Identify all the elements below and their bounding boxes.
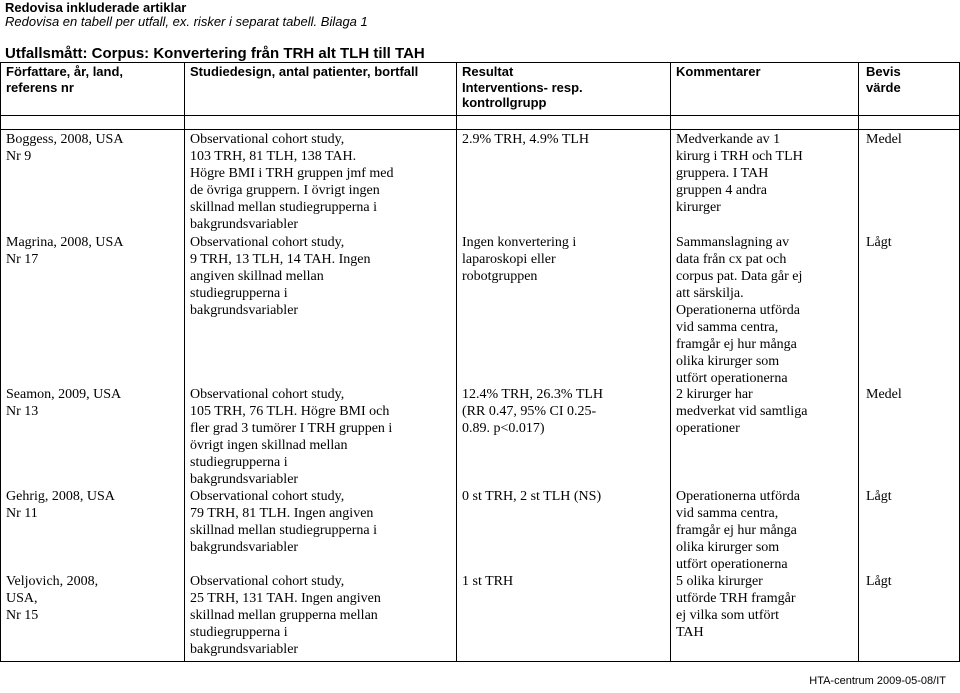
row-author: Veljovich, 2008, USA, Nr 15 xyxy=(6,574,99,623)
column-header-design: Studiedesign, antal patienter, bortfall xyxy=(190,64,419,79)
table-title: Utfallsmått: Corpus: Konvertering från TRH alt TLH till TAH xyxy=(5,45,425,62)
row-comment: Sammanslagning av data från cx pat och corpus pat. Data går ej att särskilja. Operationerna utförda vid samma centra, framgår ej hur många olika kirurger som utfört operationerna xyxy=(676,235,803,386)
row-author: Boggess, 2008, USA Nr 9 xyxy=(6,132,124,164)
column-header-result: Resultat Interventions- resp. kontrollgrupp xyxy=(462,64,583,110)
row-result: 0 st TRH, 2 st TLH (NS) xyxy=(462,489,602,504)
row-evidence: Lågt xyxy=(866,489,892,504)
row-comment: 2 kirurger har medverkat vid samtliga operationer xyxy=(676,387,808,436)
row-author: Seamon, 2009, USA Nr 13 xyxy=(6,387,122,419)
row-design: Observational cohort study, 103 TRH, 81 TLH, 138 TAH. Högre BMI i TRH gruppen jmf med de övriga gruppern. I övrigt ingen skillnad mellan studiegrupperna i bakgrundsvariabler xyxy=(190,132,394,232)
row-evidence: Lågt xyxy=(866,574,892,589)
column-header-evidence: Bevis värde xyxy=(866,64,901,95)
page-subtitle: Redovisa en tabell per utfall, ex. risker i separat tabell. Bilaga 1 xyxy=(5,14,368,29)
row-design: Observational cohort study, 105 TRH, 76 TLH. Högre BMI och fler grad 3 tumörer I TRH gruppen i övrigt ingen skillnad mellan studiegrupperna i bakgrundsvariabler xyxy=(190,387,393,487)
row-comment: Medverkande av 1 kirurg i TRH och TLH gruppera. I TAH gruppen 4 andra kirurger xyxy=(676,132,803,215)
page-title: Redovisa inkluderade artiklar xyxy=(5,0,187,15)
row-result: 2.9% TRH, 4.9% TLH xyxy=(462,132,590,147)
row-comment: 5 olika kirurger utförde TRH framgår ej vilka som utfört TAH xyxy=(676,574,796,640)
row-evidence: Medel xyxy=(866,132,902,147)
row-author: Gehrig, 2008, USA Nr 11 xyxy=(6,489,115,521)
row-evidence: Lågt xyxy=(866,235,892,250)
row-evidence: Medel xyxy=(866,387,902,402)
row-result: Ingen konvertering i laparoskopi eller robotgruppen xyxy=(462,235,577,284)
row-result: 12.4% TRH, 26.3% TLH (RR 0.47, 95% CI 0.25- 0.89. p<0.017) xyxy=(462,387,604,436)
footer-text: HTA-centrum 2009-05-08/IT xyxy=(809,675,946,687)
row-design: Observational cohort study, 9 TRH, 13 TLH, 14 TAH. Ingen angiven skillnad mellan studiegrupperna i bakgrundsvariabler xyxy=(190,235,371,318)
row-comment: Operationerna utförda vid samma centra, framgår ej hur många olika kirurger som utfört operationerna xyxy=(676,489,800,572)
row-design: Observational cohort study, 25 TRH, 131 TAH. Ingen angiven skillnad mellan grupperna mellan studiegrupperna i bakgrundsvariabler xyxy=(190,574,381,657)
column-header-author: Författare, år, land, referens nr xyxy=(6,64,124,95)
row-author: Magrina, 2008, USA Nr 17 xyxy=(6,235,124,267)
column-header-comments: Kommentarer xyxy=(676,64,761,79)
row-design: Observational cohort study, 79 TRH, 81 TLH. Ingen angiven skillnad mellan studiegrupperna i bakgrundsvariabler xyxy=(190,489,378,555)
row-result: 1 st TRH xyxy=(462,574,514,589)
